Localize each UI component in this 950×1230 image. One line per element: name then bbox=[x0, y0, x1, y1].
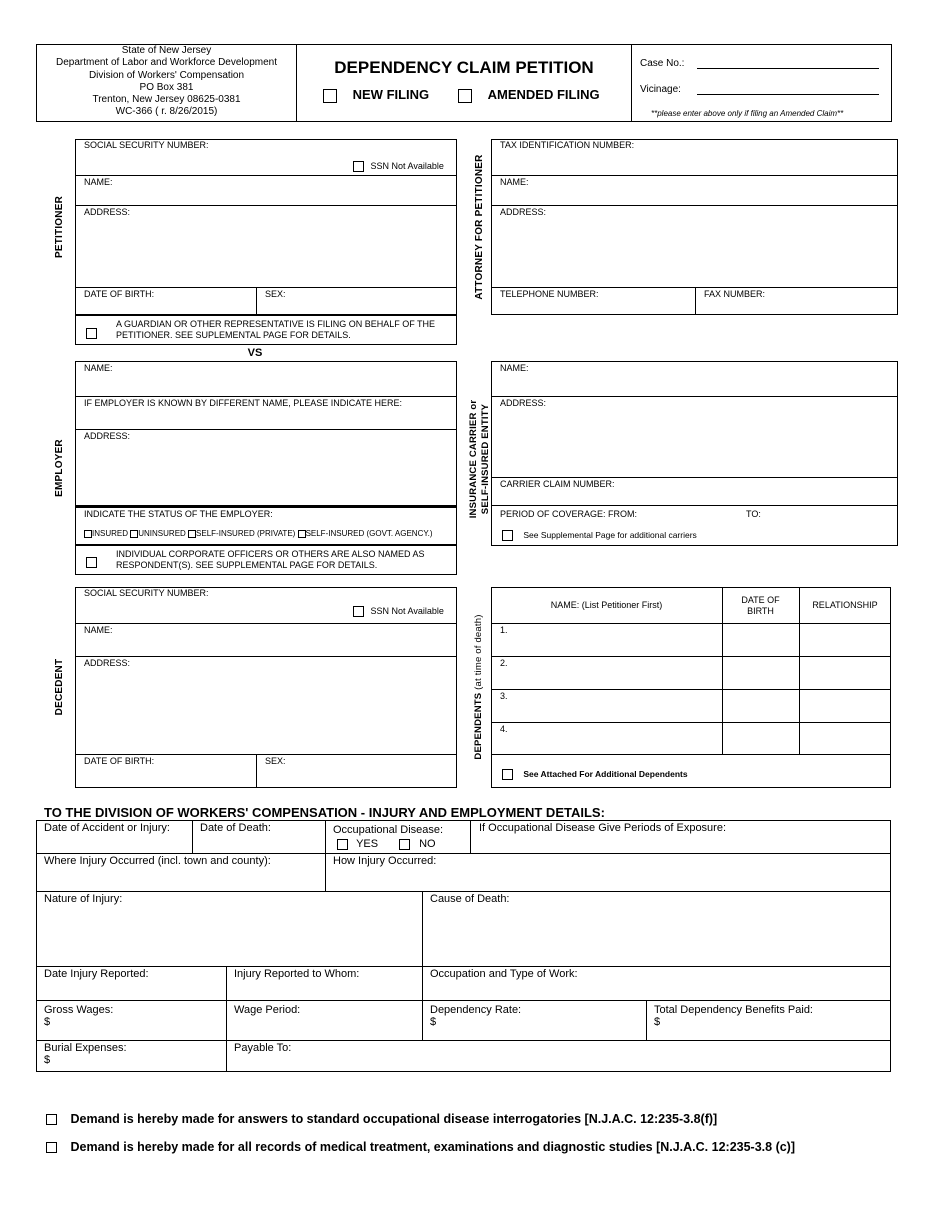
attorney-address-label: ADDRESS: bbox=[500, 207, 547, 217]
petitioner-ssn-label: SOCIAL SECURITY NUMBER: bbox=[84, 140, 209, 150]
decedent-ssn-label: SOCIAL SECURITY NUMBER: bbox=[84, 588, 209, 598]
agency-line: Department of Labor and Workforce Development bbox=[55, 57, 278, 69]
carrier-period-label: PERIOD OF COVERAGE: FROM: bbox=[500, 509, 638, 519]
death-date-label: Date of Death: bbox=[200, 822, 271, 834]
petitioner-name-label: NAME: bbox=[84, 177, 113, 187]
status-option-uninsured[interactable] bbox=[130, 529, 186, 538]
guardian-text bbox=[116, 319, 435, 341]
dependent-row-number: 2. bbox=[500, 658, 508, 668]
officers-text-line: INDIVIDUAL CORPORATE OFFICERS OR OTHERS ARE ALSO NAMED AS bbox=[116, 549, 425, 559]
dollar-sign: $ bbox=[654, 1016, 661, 1028]
dependents-attached-option[interactable] bbox=[502, 769, 688, 780]
divider bbox=[75, 287, 457, 288]
divider bbox=[422, 891, 423, 1040]
where-label: Where Injury Occurred (incl. town and county): bbox=[44, 855, 271, 867]
occ-disease-yes-checkbox[interactable] bbox=[337, 839, 348, 850]
status-checkbox[interactable] bbox=[188, 530, 196, 538]
reported-to-label: Injury Reported to Whom: bbox=[234, 968, 360, 980]
dollar-sign: $ bbox=[44, 1054, 51, 1066]
divider bbox=[491, 175, 898, 176]
carrier-supplemental-checkbox[interactable] bbox=[502, 530, 513, 541]
accident-date-label: Date of Accident or Injury: bbox=[44, 822, 170, 834]
divider bbox=[491, 754, 891, 755]
details-heading: TO THE DIVISION OF WORKERS' COMPENSATION - INJURY AND EMPLOYMENT DETAILS: bbox=[44, 805, 605, 820]
gross-wages-label: Gross Wages: bbox=[44, 1004, 114, 1016]
status-option-label: UNINSURED bbox=[138, 529, 186, 538]
dependents-col-dob-line: BIRTH bbox=[747, 606, 774, 616]
occ-disease-no-checkbox[interactable] bbox=[399, 839, 410, 850]
occupation-label: Occupation and Type of Work: bbox=[430, 968, 578, 980]
ssn-na-label: SSN Not Available bbox=[370, 161, 444, 171]
dependents-section-label bbox=[473, 607, 485, 767]
petitioner-section-label: PETITIONER bbox=[54, 196, 65, 259]
divider bbox=[256, 754, 257, 788]
divider bbox=[75, 175, 457, 176]
divider bbox=[36, 1000, 891, 1001]
vs-label: VS bbox=[247, 347, 263, 359]
decedent-ssn-na-option[interactable] bbox=[353, 606, 444, 617]
divider bbox=[491, 689, 891, 690]
status-option-label: SELF-INSURED (PRIVATE) bbox=[196, 529, 296, 538]
petitioner-address-label: ADDRESS: bbox=[84, 207, 131, 217]
carrier-to-label: TO: bbox=[746, 509, 761, 519]
employer-status-label: INDICATE THE STATUS OF THE EMPLOYER: bbox=[84, 509, 273, 519]
carrier-name-label: NAME: bbox=[500, 363, 529, 373]
dependents-attached-checkbox[interactable] bbox=[502, 769, 513, 780]
divider bbox=[491, 396, 898, 397]
new-filing-checkbox[interactable] bbox=[323, 89, 337, 103]
reported-label: Date Injury Reported: bbox=[44, 968, 149, 980]
cause-label: Cause of Death: bbox=[430, 893, 510, 905]
attorney-taxid-label: TAX IDENTIFICATION NUMBER: bbox=[500, 140, 635, 150]
divider bbox=[491, 477, 898, 478]
officers-checkbox[interactable] bbox=[86, 557, 97, 568]
carrier-section-line: SELF-INSURED ENTITY bbox=[480, 403, 491, 515]
agency-line: PO Box 381 bbox=[139, 81, 194, 93]
dependents-col-name: NAME: (List Petitioner First) bbox=[550, 600, 663, 610]
officers-text bbox=[116, 549, 425, 571]
employer-address-label: ADDRESS: bbox=[84, 431, 131, 441]
ssn-na-label: SSN Not Available bbox=[370, 606, 444, 616]
petitioner-ssn-na-option[interactable] bbox=[353, 161, 444, 172]
divider bbox=[799, 587, 800, 754]
dependent-row-number: 3. bbox=[500, 691, 508, 701]
attorney-name-label: NAME: bbox=[500, 177, 529, 187]
dependents-col-relationship: RELATIONSHIP bbox=[812, 600, 878, 610]
dep-rate-label: Dependency Rate: bbox=[430, 1004, 522, 1016]
divider bbox=[491, 722, 891, 723]
divider bbox=[75, 623, 457, 624]
demand-medical-records[interactable] bbox=[46, 1140, 795, 1154]
dependents-section-rest: (at time of death) bbox=[473, 614, 484, 693]
divider bbox=[325, 820, 326, 891]
attorney-fax-label: FAX NUMBER: bbox=[704, 289, 766, 299]
form-title: DEPENDENCY CLAIM PETITION bbox=[334, 58, 594, 77]
divider-thick bbox=[75, 505, 457, 508]
carrier-supplemental-label: See Supplemental Page for additional carriers bbox=[523, 530, 697, 540]
divider bbox=[75, 429, 457, 430]
dependents-col-dob-line: DATE OF bbox=[741, 595, 780, 605]
yes-label: YES bbox=[356, 838, 379, 850]
exposure-label: If Occupational Disease Give Periods of Exposure: bbox=[479, 822, 727, 834]
attorney-section-label: ATTORNEY FOR PETITIONER bbox=[474, 154, 485, 300]
case-no-field[interactable] bbox=[697, 68, 879, 69]
divider bbox=[491, 656, 891, 657]
divider bbox=[36, 891, 891, 892]
divider bbox=[491, 623, 891, 624]
guardian-text-line: PETITIONER. SEE SUPLEMENTAL PAGE FOR DETAILS. bbox=[116, 330, 351, 340]
status-checkbox[interactable] bbox=[84, 530, 92, 538]
demand-text: Demand is hereby made for all records of medical treatment, examinations and diagnostic studies [N.J.A.C. 12:235-3.8 (c)] bbox=[70, 1140, 796, 1154]
vicinage-label: Vicinage: bbox=[640, 84, 681, 95]
status-option-self-private[interactable] bbox=[188, 529, 295, 538]
divider bbox=[36, 966, 891, 967]
carrier-address-label: ADDRESS: bbox=[500, 398, 547, 408]
dollar-sign: $ bbox=[44, 1016, 51, 1028]
amended-filing-label: AMENDED FILING bbox=[487, 87, 600, 102]
decedent-sex-label: SEX: bbox=[265, 756, 286, 766]
wage-period-label: Wage Period: bbox=[234, 1004, 301, 1016]
decedent-ssn-na-checkbox[interactable] bbox=[353, 606, 364, 617]
divider bbox=[75, 205, 457, 206]
employer-status-options bbox=[84, 529, 433, 538]
form-number: WC-366 ( r. 8/26/2015) bbox=[115, 106, 218, 118]
occ-disease-yes-option[interactable] bbox=[337, 838, 378, 851]
divider bbox=[75, 754, 457, 755]
carrier-supplemental-option[interactable] bbox=[502, 530, 697, 541]
how-label: How Injury Occurred: bbox=[333, 855, 437, 867]
dependents-table bbox=[491, 587, 891, 788]
employer-name-label: NAME: bbox=[84, 363, 113, 373]
divider bbox=[470, 820, 471, 853]
dollar-sign: $ bbox=[430, 1016, 437, 1028]
guardian-checkbox[interactable] bbox=[86, 328, 97, 339]
carrier-section-line: INSURANCE CARRIER or bbox=[468, 399, 479, 519]
demand-interrogatories[interactable] bbox=[46, 1112, 717, 1126]
employer-section-label: EMPLOYER bbox=[54, 439, 65, 497]
no-label: NO bbox=[419, 838, 436, 850]
header-title-box bbox=[296, 44, 632, 122]
occ-disease-label: Occupational Disease: bbox=[333, 824, 444, 836]
divider bbox=[695, 287, 696, 315]
payable-label: Payable To: bbox=[234, 1042, 292, 1054]
agency-line: State of New Jersey bbox=[121, 45, 212, 56]
new-filing-label: NEW FILING bbox=[352, 87, 430, 102]
divider bbox=[75, 656, 457, 657]
dependents-attached-label: See Attached For Additional Dependents bbox=[523, 769, 688, 779]
dependents-section-bold: DEPENDENTS bbox=[473, 692, 484, 760]
agency-block bbox=[36, 45, 297, 119]
guardian-text-line: A GUARDIAN OR OTHER REPRESENTATIVE IS FILING ON BEHALF OF THE bbox=[116, 319, 436, 329]
amended-note: **please enter above only if filing an Amended Claim** bbox=[651, 109, 844, 118]
decedent-name-label: NAME: bbox=[84, 625, 113, 635]
status-option-label: INSURED bbox=[92, 529, 129, 538]
divider bbox=[226, 966, 227, 1072]
divider bbox=[36, 853, 891, 854]
status-option-label: SELF-INSURED (GOVT. AGENCY.) bbox=[305, 529, 433, 538]
carrier-section-label bbox=[468, 384, 492, 534]
agency-line: Division of Workers' Compensation bbox=[88, 69, 245, 81]
amended-filing-checkbox[interactable] bbox=[458, 89, 472, 103]
employer-diffname-label: IF EMPLOYER IS KNOWN BY DIFFERENT NAME, PLEASE INDICATE HERE: bbox=[84, 398, 403, 408]
divider bbox=[491, 505, 898, 506]
amended-filing-option[interactable] bbox=[458, 87, 600, 103]
burial-label: Burial Expenses: bbox=[44, 1042, 127, 1054]
divider bbox=[646, 1000, 647, 1040]
divider bbox=[36, 1040, 891, 1041]
dependent-row-number: 1. bbox=[500, 625, 508, 635]
decedent-address-label: ADDRESS: bbox=[84, 658, 131, 668]
dependent-row-number: 4. bbox=[500, 724, 508, 734]
occ-disease-no-option[interactable] bbox=[399, 838, 436, 851]
carrier-claim-label: CARRIER CLAIM NUMBER: bbox=[500, 479, 615, 489]
demand-interrogatories-checkbox[interactable] bbox=[46, 1114, 57, 1125]
agency-line: Trenton, New Jersey 08625-0381 bbox=[92, 94, 241, 106]
officers-text-line: RESPONDENT(S). SEE SUPPLEMENTAL PAGE FOR DETAILS. bbox=[116, 560, 378, 570]
petitioner-sex-label: SEX: bbox=[265, 289, 286, 299]
status-checkbox[interactable] bbox=[298, 530, 306, 538]
divider bbox=[75, 396, 457, 397]
vicinage-field[interactable] bbox=[697, 94, 879, 95]
divider bbox=[256, 287, 257, 315]
petitioner-dob-label: DATE OF BIRTH: bbox=[84, 289, 155, 299]
nature-label: Nature of Injury: bbox=[44, 893, 123, 905]
status-option-self-govt[interactable] bbox=[298, 529, 433, 538]
decedent-dob-label: DATE OF BIRTH: bbox=[84, 756, 155, 766]
petitioner-ssn-na-checkbox[interactable] bbox=[353, 161, 364, 172]
new-filing-option[interactable] bbox=[323, 87, 429, 103]
case-no-label: Case No.: bbox=[640, 58, 685, 69]
total-paid-label: Total Dependency Benefits Paid: bbox=[654, 1004, 813, 1016]
decedent-section-label: DECEDENT bbox=[54, 658, 65, 716]
status-option-insured[interactable] bbox=[84, 529, 128, 538]
divider bbox=[491, 205, 898, 206]
divider bbox=[192, 820, 193, 853]
demand-medical-checkbox[interactable] bbox=[46, 1142, 57, 1153]
attorney-phone-label: TELEPHONE NUMBER: bbox=[500, 289, 599, 299]
demand-text: Demand is hereby made for answers to standard occupational disease interrogatories [N.J.A.C. 12:235-3.8(f)] bbox=[70, 1112, 718, 1126]
dependents-col-dob bbox=[722, 595, 799, 617]
